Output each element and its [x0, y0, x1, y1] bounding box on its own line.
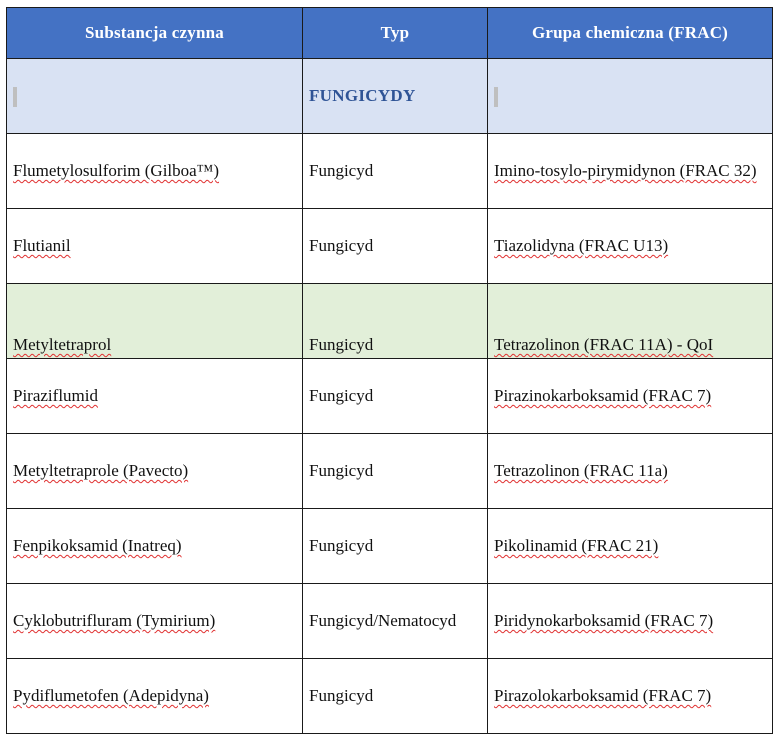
cell-chemical-group — [488, 434, 773, 509]
cell-substance — [7, 509, 303, 584]
cell-substance — [7, 434, 303, 509]
table-header — [7, 8, 773, 59]
substance-text: Pydiflumetofen (Adepidyna) — [13, 686, 209, 705]
group-text: Tetrazolinon (FRAC 11A) - QoI — [494, 335, 714, 354]
table-row — [7, 434, 773, 509]
cell-substance — [7, 134, 303, 209]
cell-type — [303, 209, 488, 284]
substance-text: Flumetylosulforim (Gilboa™) — [13, 161, 220, 180]
cell-chemical-group — [488, 134, 773, 209]
cell-marker-icon — [13, 87, 17, 107]
cell-type — [303, 359, 488, 434]
type-text: Fungicyd — [309, 161, 374, 180]
cell-substance — [7, 284, 303, 359]
cell-marker-icon — [494, 87, 498, 107]
substance-text: Metyltetraprol — [13, 335, 112, 354]
table-row — [7, 359, 773, 434]
cell-chemical-group — [488, 284, 773, 359]
type-text: Fungicyd/Nematocyd — [309, 611, 457, 630]
header-type: Typ — [303, 8, 488, 59]
cell-type — [303, 584, 488, 659]
cell-substance — [7, 359, 303, 434]
group-text: Piridynokarboksamid (FRAC 7) — [494, 611, 714, 630]
table-row — [7, 134, 773, 209]
header-substance: Substancja czynna — [7, 8, 303, 59]
table-row — [7, 209, 773, 284]
cell-type — [303, 284, 488, 359]
substance-text: Cyklobutrifluram (Tymirium) — [13, 611, 216, 630]
table-row — [7, 659, 773, 734]
cell-type — [303, 659, 488, 734]
cell-chemical-group — [488, 584, 773, 659]
section-empty-cell — [488, 59, 773, 134]
group-text: Pirazinokarboksamid (FRAC 7) — [494, 386, 712, 405]
table-row — [7, 509, 773, 584]
header-row — [7, 8, 773, 59]
cell-chemical-group — [488, 659, 773, 734]
section-label: FUNGICYDY — [303, 59, 488, 134]
type-text: Fungicyd — [309, 236, 374, 255]
table-body — [7, 59, 773, 734]
substance-text: Metyltetraprole (Pavecto) — [13, 461, 189, 480]
document-table-container — [6, 7, 772, 734]
table-row — [7, 584, 773, 659]
type-text: Fungicyd — [309, 536, 374, 555]
group-text: Tetrazolinon (FRAC 11a) — [494, 461, 668, 480]
type-text: Fungicyd — [309, 335, 374, 354]
cell-type — [303, 134, 488, 209]
section-empty-cell — [7, 59, 303, 134]
cell-type — [303, 434, 488, 509]
group-text: Imino-tosylo-pirymidynon (FRAC 32) — [494, 161, 757, 180]
cell-chemical-group — [488, 209, 773, 284]
cell-substance — [7, 659, 303, 734]
substance-text: Piraziflumid — [13, 386, 98, 405]
table-row-highlighted — [7, 284, 773, 359]
group-text: Pirazolokarboksamid (FRAC 7) — [494, 686, 712, 705]
substance-text: Flutianil — [13, 236, 71, 255]
header-chemical-group: Grupa chemiczna (FRAC) — [488, 8, 773, 59]
type-text: Fungicyd — [309, 686, 374, 705]
cell-type — [303, 509, 488, 584]
type-text: Fungicyd — [309, 461, 374, 480]
cell-chemical-group — [488, 359, 773, 434]
cell-substance — [7, 209, 303, 284]
fungicide-table — [6, 7, 773, 734]
group-text: Tiazolidyna (FRAC U13) — [494, 236, 669, 255]
type-text: Fungicyd — [309, 386, 374, 405]
section-row — [7, 59, 773, 134]
cell-chemical-group — [488, 509, 773, 584]
group-text: Pikolinamid (FRAC 21) — [494, 536, 659, 555]
cell-substance — [7, 584, 303, 659]
substance-text: Fenpikoksamid (Inatreq) — [13, 536, 182, 555]
